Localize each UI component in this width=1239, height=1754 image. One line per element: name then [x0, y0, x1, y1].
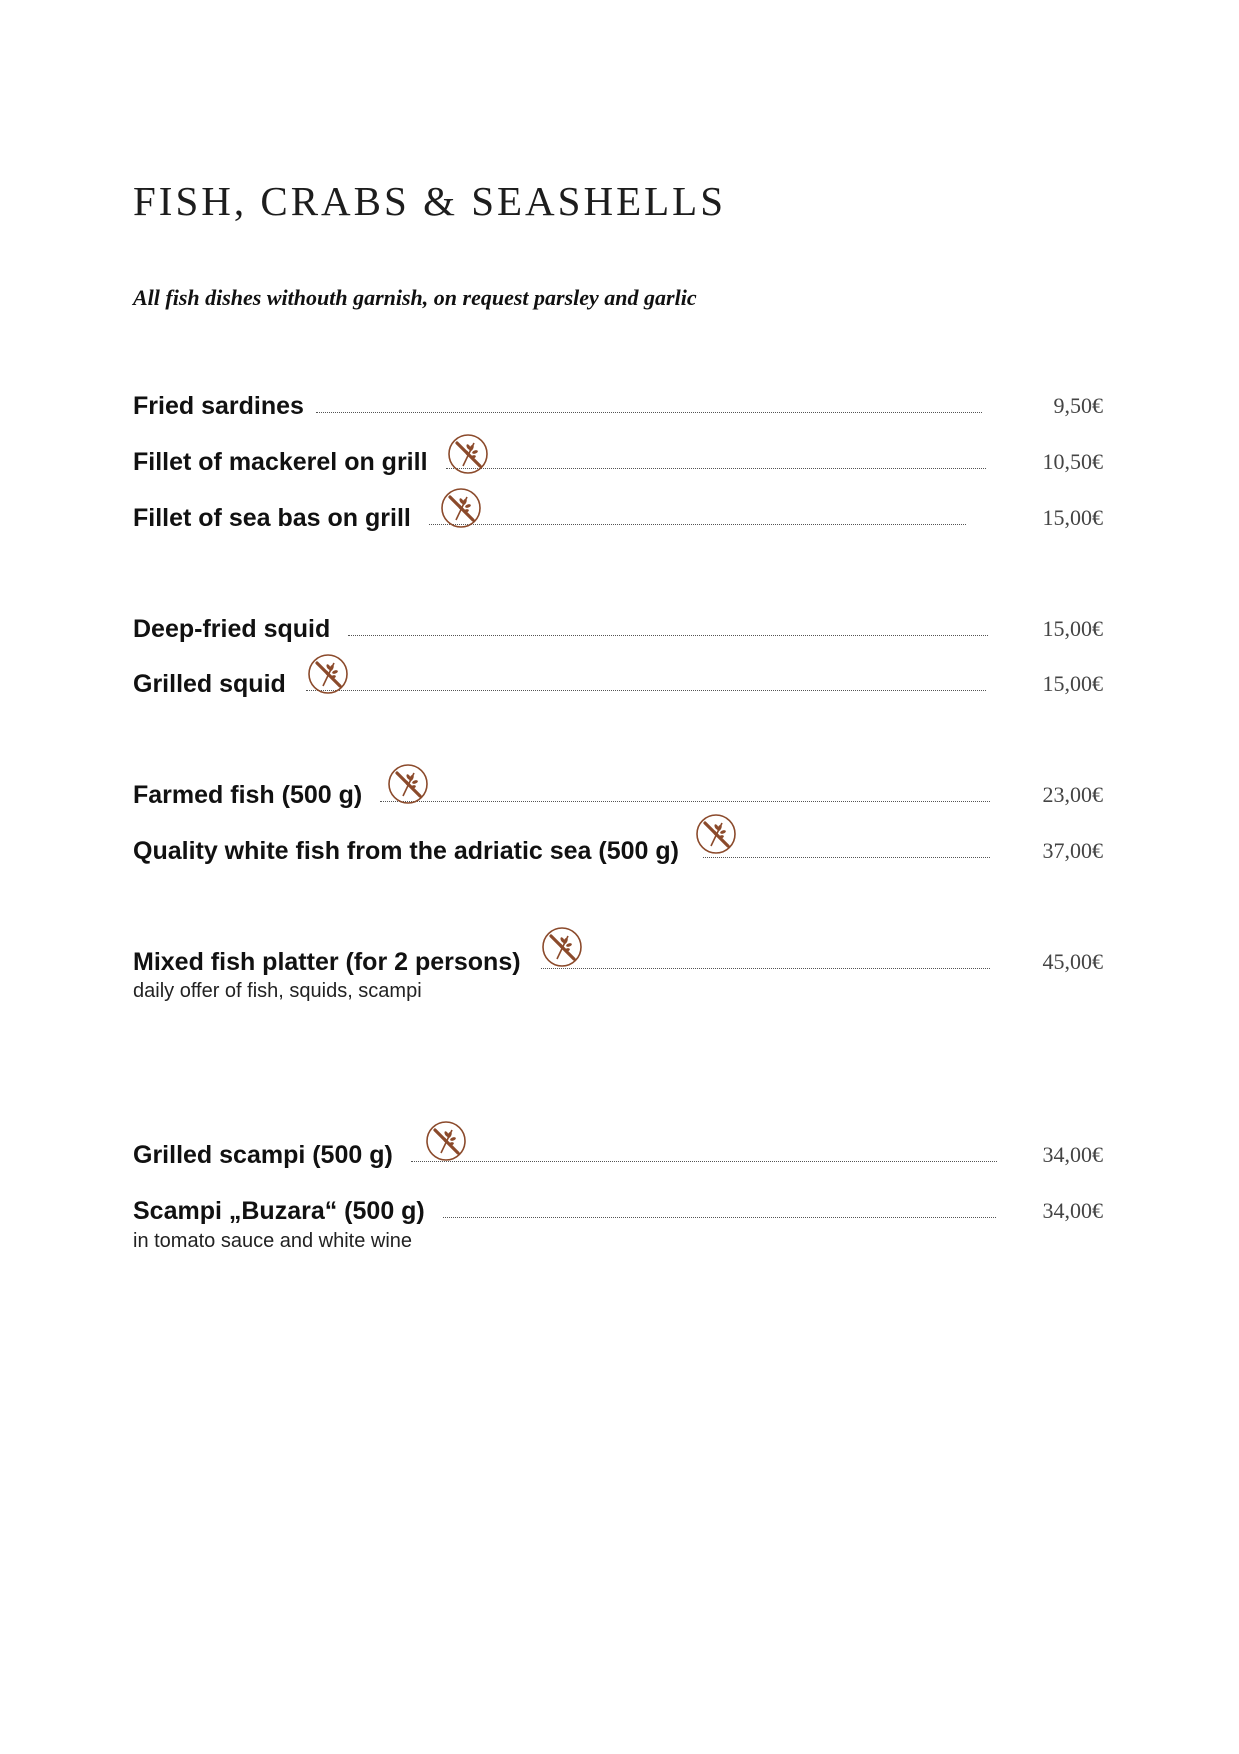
- item-name: Quality white fish from the adriatic sea (500 g): [133, 837, 679, 865]
- dotted-leader: [316, 412, 982, 413]
- item-name: Fillet of mackerel on grill: [133, 448, 428, 476]
- dotted-leader: [429, 524, 966, 525]
- item-name: Scampi „Buzara“ (500 g): [133, 1197, 425, 1225]
- item-description: in tomato sauce and white wine: [133, 1230, 413, 1252]
- gluten-free-icon: [425, 1120, 467, 1162]
- dotted-leader: [446, 468, 986, 469]
- item-name: Fillet of sea bas on grill: [133, 504, 411, 532]
- item-price: 37,00€: [1042, 838, 1103, 863]
- menu-item: [133, 779, 1103, 819]
- dotted-leader: [348, 635, 988, 636]
- item-price: 15,00€: [1042, 671, 1103, 696]
- menu-item: [133, 502, 1103, 542]
- gluten-free-icon: [447, 433, 489, 475]
- item-price: 9,50€: [1053, 393, 1103, 418]
- dotted-leader: [541, 968, 990, 969]
- gluten-free-icon: [695, 813, 737, 855]
- menu-item: [133, 446, 1103, 486]
- item-price: 45,00€: [1042, 949, 1103, 974]
- menu-item: [133, 835, 1103, 875]
- gluten-free-icon: [541, 926, 583, 968]
- item-name: Grilled squid: [133, 670, 286, 698]
- menu-item: [133, 668, 1103, 708]
- gluten-free-icon: [307, 653, 349, 695]
- menu-item: [133, 1139, 1103, 1179]
- item-price: 15,00€: [1042, 616, 1103, 641]
- item-price: 23,00€: [1042, 782, 1103, 807]
- item-name: Farmed fish (500 g): [133, 781, 363, 809]
- dotted-leader: [443, 1217, 996, 1218]
- item-name: Deep-fried squid: [133, 615, 331, 643]
- page-title: FISH, CRABS & SEASHELLS: [133, 178, 727, 224]
- item-name: Grilled scampi (500 g): [133, 1141, 393, 1169]
- gluten-free-icon: [440, 487, 482, 529]
- menu-item: [133, 390, 1103, 430]
- menu-note: All fish dishes withouth garnish, on request parsley and garlic: [133, 285, 697, 310]
- dotted-leader: [380, 801, 990, 802]
- item-name: Fried sardines: [133, 392, 304, 420]
- menu-item: [133, 613, 1103, 653]
- item-name: Mixed fish platter (for 2 persons): [133, 948, 521, 976]
- item-price: 15,00€: [1042, 505, 1103, 530]
- item-description: daily offer of fish, squids, scampi: [133, 980, 422, 1002]
- item-price: 34,00€: [1042, 1142, 1103, 1167]
- dotted-leader: [411, 1161, 997, 1162]
- dotted-leader: [306, 690, 986, 691]
- dotted-leader: [703, 857, 990, 858]
- item-price: 34,00€: [1042, 1198, 1103, 1223]
- item-price: 10,50€: [1042, 449, 1103, 474]
- gluten-free-icon: [387, 763, 429, 805]
